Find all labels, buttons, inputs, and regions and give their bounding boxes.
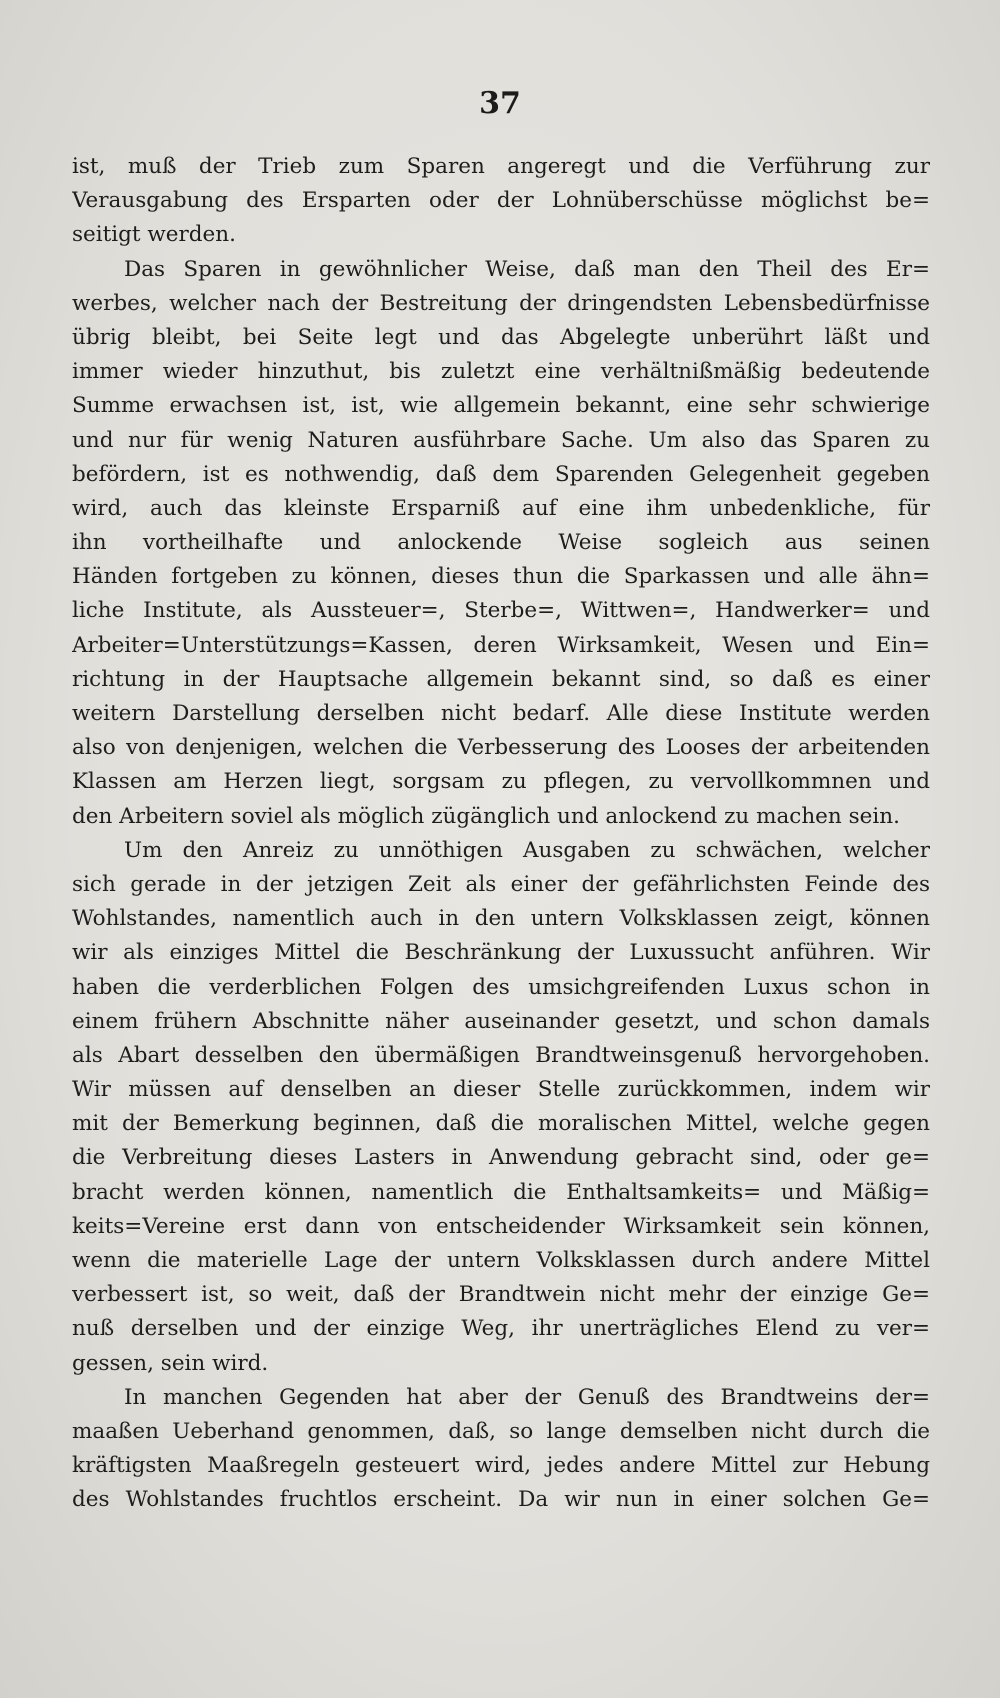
text-line: weitern Darstellung derselben nicht bedarf. Alle diese Institute werden xyxy=(72,701,930,726)
text-line: haben die verderblichen Folgen des umsichgreifenden Luxus schon in xyxy=(72,974,930,1000)
text-line: werbes, welcher nach der Bestreitung der dringendsten Lebensbedürfnisse xyxy=(72,290,930,316)
text-line: verbessert ist, so weit, daß der Brandtwein nicht mehr der einzige Ge= xyxy=(72,1282,930,1308)
text-line: sich gerade in der jetzigen Zeit als einer der gefährlichsten Feinde des xyxy=(72,871,930,897)
text-line: nuß derselben und der einzige Weg, ihr unerträgliches Elend zu ver= xyxy=(72,1316,930,1342)
text-line: maaßen Ueberhand genommen, daß, so lange demselben nicht durch die xyxy=(72,1418,930,1444)
text-line: also von denjenigen, welchen die Verbesserung des Looses der arbeitenden xyxy=(72,735,930,761)
text-line: Verausgabung des Ersparten oder der Lohnüberschüsse möglichst be= xyxy=(72,188,930,214)
text-line: den Arbeitern soviel als möglich zügänglich und anlockend zu machen sein. xyxy=(72,803,900,829)
text-line: befördern, ist es nothwendig, daß dem Sparenden Gelegenheit gegeben xyxy=(72,461,930,487)
page-number: 37 xyxy=(479,86,521,121)
text-line: Händen fortgeben zu können, dieses thun die Sparkassen und alle ähn= xyxy=(72,564,930,590)
text-line: seitigt werden. xyxy=(72,222,236,248)
text-line: bracht werden können, namentlich die Enthaltsamkeits= und Mäßig= xyxy=(72,1179,930,1205)
text-line: immer wieder hinzuthut, bis zuletzt eine verhältnißmäßig bedeutende xyxy=(72,359,930,385)
text-line: als Abart desselben den übermäßigen Brandtweinsgenuß hervorgehoben. xyxy=(72,1042,930,1068)
text-line: In manchen Gegenden hat aber der Genuß des Brandtweins der= xyxy=(124,1384,930,1410)
body-text xyxy=(72,150,930,1518)
text-line: einem frühern Abschnitte näher auseinander gesetzt, und schon damals xyxy=(72,1008,930,1034)
text-line: mit der Bemerkung beginnen, daß die moralischen Mittel, welche gegen xyxy=(72,1111,930,1137)
text-line: Das Sparen in gewöhnlicher Weise, daß man den Theil des Er= xyxy=(124,256,930,282)
text-line: übrig bleibt, bei Seite legt und das Abgelegte unberührt läßt und xyxy=(72,324,930,350)
text-line: wir als einziges Mittel die Beschränkung der Luxussucht anführen. Wir xyxy=(72,940,930,966)
text-line: liche Institute, als Aussteuer=, Sterbe=, Wittwen=, Handwerker= und xyxy=(72,598,930,624)
text-line: Summe erwachsen ist, ist, wie allgemein bekannt, eine sehr schwierige xyxy=(72,393,930,419)
text-line: keits=Vereine erst dann von entscheidender Wirksamkeit sein können, xyxy=(72,1213,930,1239)
text-line: Arbeiter=Unterstützungs=Kassen, deren Wirksamkeit, Wesen und Ein= xyxy=(72,632,930,658)
text-line: gessen, sein wird. xyxy=(72,1350,269,1376)
text-line: Klassen am Herzen liegt, sorgsam zu pflegen, zu vervollkommnen und xyxy=(72,769,930,795)
text-line: wenn die materielle Lage der untern Volksklassen durch andere Mittel xyxy=(72,1248,930,1273)
text-line: Um den Anreiz zu unnöthigen Ausgaben zu schwächen, welcher xyxy=(124,837,930,863)
text-line: wird, auch das kleinste Ersparniß auf eine ihm unbedenkliche, für xyxy=(72,495,930,521)
text-line: Wohlstandes, namentlich auch in den untern Volksklassen zeigt, können xyxy=(72,906,930,932)
text-line: die Verbreitung dieses Lasters in Anwendung gebracht sind, oder ge= xyxy=(72,1145,930,1171)
text-line: und nur für wenig Naturen ausführbare Sache. Um also das Sparen zu xyxy=(72,427,930,453)
text-line: kräftigsten Maaßregeln gesteuert wird, jedes andere Mittel zur Hebung xyxy=(72,1453,930,1479)
text-line: ist, muß der Trieb zum Sparen angeregt und die Verführung zur xyxy=(72,154,930,179)
text-line: richtung in der Hauptsache allgemein bekannt sind, so daß es einer xyxy=(72,666,930,692)
text-line: des Wohlstandes fruchtlos erscheint. Da wir nun in einer solchen Ge= xyxy=(72,1487,930,1513)
text-line: ihn vortheilhafte und anlockende Weise sogleich aus seinen xyxy=(72,530,930,556)
text-line: Wir müssen auf denselben an dieser Stelle zurückkommen, indem wir xyxy=(72,1077,930,1103)
